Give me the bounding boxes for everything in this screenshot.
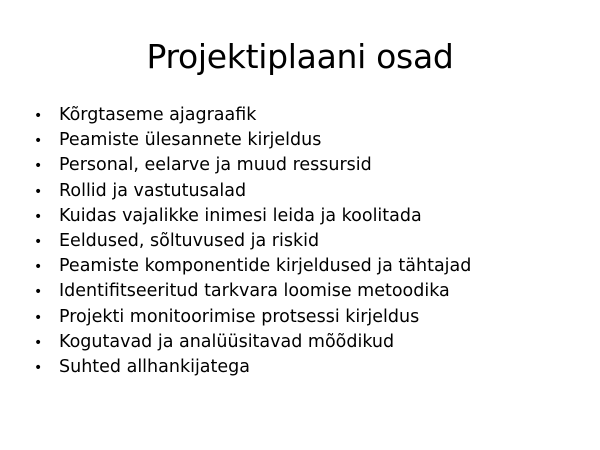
bullet-item xyxy=(34,179,574,204)
bullet-text: Suhted allhankijatega xyxy=(59,356,250,377)
bullet-list xyxy=(34,103,574,380)
bullet-icon: • xyxy=(34,208,43,225)
bullet-item xyxy=(34,305,574,330)
bullet-icon: • xyxy=(34,108,43,124)
bullet-icon: • xyxy=(34,233,43,250)
bullet-text: Kogutavad ja analüüsitavad mõõdikud xyxy=(59,331,395,352)
bullet-text: Eeldused, sõltuvused ja riskid xyxy=(59,230,320,251)
bullet-text: Projekti monitoorimise protsessi kirjeldus xyxy=(59,306,420,327)
bullet-icon: • xyxy=(34,158,43,175)
bullet-icon: • xyxy=(34,133,43,150)
bullet-item xyxy=(34,128,574,153)
bullet-item xyxy=(34,153,574,178)
bullet-item xyxy=(34,103,574,128)
bullet-item xyxy=(34,355,574,380)
bullet-icon: • xyxy=(34,183,43,200)
bullet-icon: • xyxy=(34,359,43,376)
bullet-text: Peamiste komponentide kirjeldused ja tähtajad xyxy=(59,256,472,277)
bullet-text: Rollid ja vastutusalad xyxy=(59,180,247,201)
slide-title: Projektiplaani osad xyxy=(146,37,454,76)
bullet-item xyxy=(34,229,574,254)
bullet-text: Identifitseeritud tarkvara loomise metoodika xyxy=(59,281,450,302)
bullet-item xyxy=(34,279,574,304)
bullet-item xyxy=(34,204,574,229)
bullet-item xyxy=(34,254,574,279)
bullet-icon: • xyxy=(34,259,43,276)
bullet-icon: • xyxy=(34,284,43,301)
bullet-icon: • xyxy=(34,334,43,351)
bullet-icon: • xyxy=(34,309,43,326)
bullet-text: Peamiste ülesannete kirjeldus xyxy=(59,130,322,151)
bullet-item xyxy=(34,330,574,355)
bullet-text: Personal, eelarve ja muud ressursid xyxy=(59,155,372,176)
bullet-text: Kuidas vajalikke inimesi leida ja koolitada xyxy=(59,205,422,226)
bullet-text: Kõrgtaseme ajagraafik xyxy=(59,105,257,125)
